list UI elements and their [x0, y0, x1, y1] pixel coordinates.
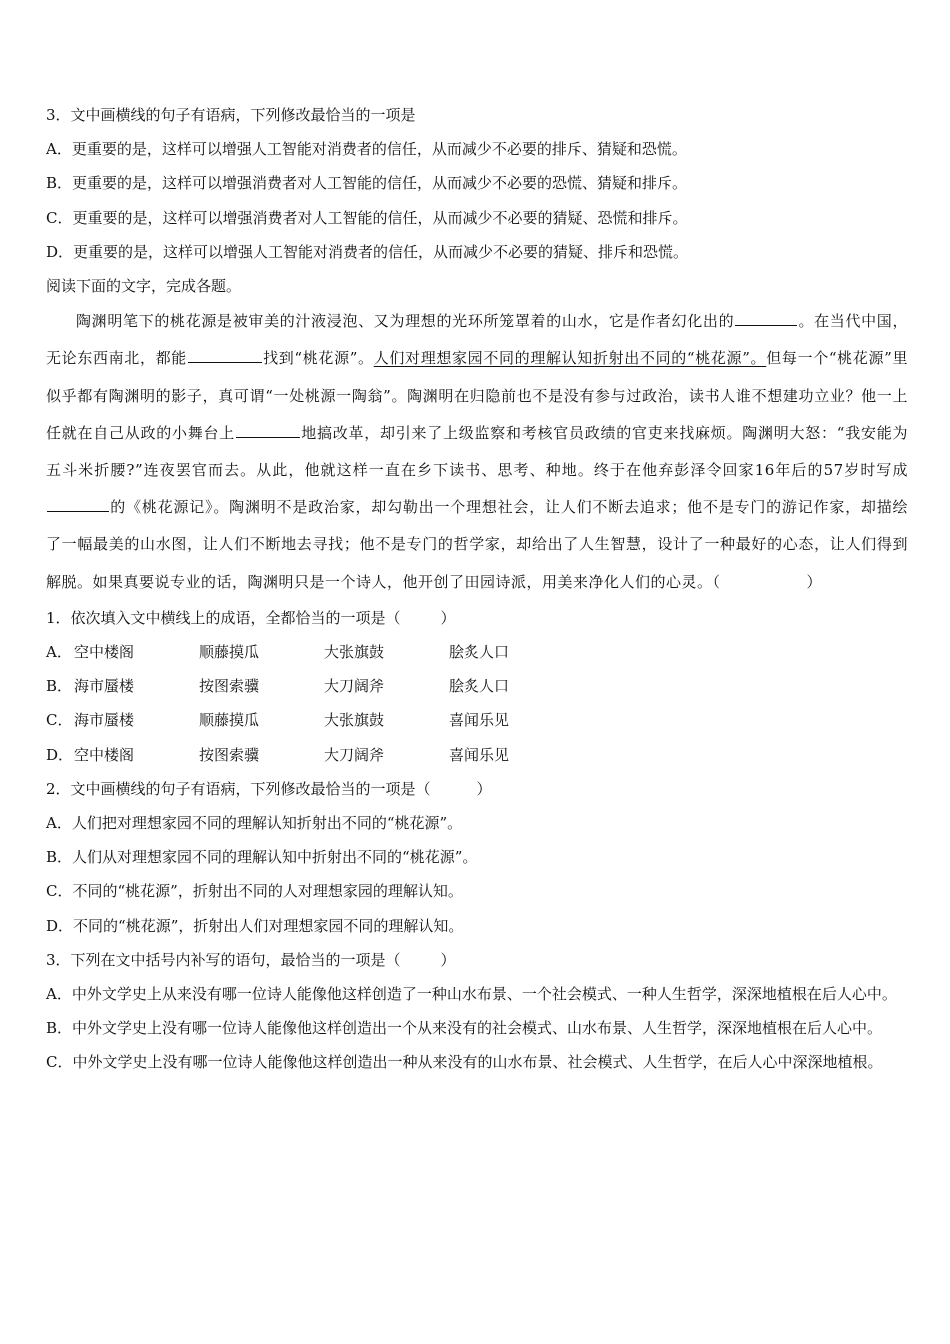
passage-text-6: 的《桃花源记》。陶渊明不是政治家，却勾勒出一个理想社会，让人们不断去追求；他不是专门的游记作家，却描绘了一幅最美的山水图，让人们不断地去寻找；他不是专门的哲学家，却给出了人生智慧，设计了一种最好的心态，让人们得到解脱。如果真要说专业的话，陶渊明只是一个诗人，他开创了田园诗派，用美来净化人们的心灵。（ [46, 498, 908, 591]
q2-option-d: D．不同的“桃花源”，折射出人们对理想家园不同的理解认知。 [46, 916, 464, 935]
q1-stem-close: ） [440, 608, 456, 627]
q2-option-c: C．不同的“桃花源”，折射出不同的人对理想家园的理解认知。 [46, 882, 463, 901]
idiom: 空中楼阁 [74, 745, 135, 764]
blank-1 [735, 310, 797, 326]
q3-stem-text: 3．下列在文中括号内补写的语句，最恰当的一项是（ [46, 950, 401, 969]
q3-prev-stem: 3．文中画横线的句子有语病，下列修改最恰当的一项是 [46, 106, 416, 124]
idiom: 大刀阔斧 [324, 745, 385, 764]
q3-prev-option-c: C．更重要的是，这样可以增强消费者对人工智能的信任，从而减少不必要的猜疑、恐慌和排斥。 [46, 208, 688, 227]
q3-option-c: C．中外文学史上没有哪一位诗人能像他这样创造出一种从来没有的山水布景、社会模式、人生哲学，在后人心中深深地植根。 [46, 1053, 883, 1072]
idiom: 大张旗鼓 [324, 711, 385, 730]
passage-text-5: 地搞改革，却引来了上级监察和考核官员政绩的官吏来找麻烦。陶渊明大怒：“我安能为五斗米折腰?”连夜罢官而去。从此，他就这样一直在乡下读书、思考、种地。终于在他弃彭泽令回家16年后的57岁时写成 [46, 423, 908, 480]
idiom: 顺藤摸瓜 [199, 643, 260, 662]
q2-stem-close: ） [476, 779, 492, 798]
passage-text-3: 找到“桃花源”。 [262, 349, 374, 368]
passage-text-7: ） [806, 572, 823, 591]
q3-stem-close: ） [440, 950, 456, 969]
q2-option-a: A．人们把对理想家园不同的理解认知折射出不同的“桃花源”。 [46, 814, 463, 833]
reading-instruction: 阅读下面的文字，完成各题。 [46, 277, 242, 296]
q1-stem-text: 1．依次填入文中横线上的成语，全都恰当的一项是（ [46, 608, 401, 627]
q1-option-a [46, 635, 908, 669]
idiom: 喜闻乐见 [449, 711, 510, 730]
q2-stem-text: 2．文中画横线的句子有语病，下列修改最恰当的一项是（ [46, 779, 431, 798]
passage-text-2: 。在当代中国，无论东西南北，都能 [46, 312, 908, 368]
passage-text-1: 陶渊明笔下的桃花源是被审美的汁液浸泡、又为理想的光环所笼罩着的山水，它是作者幻化出的 [76, 312, 735, 331]
blank-2 [188, 347, 262, 363]
q3-prev-option-d: D．更重要的是，这样可以增强人工智能对消费者的信任，从而减少不必要的猜疑、排斥和恐慌。 [46, 242, 689, 261]
q1-option-c [46, 703, 908, 737]
underlined-sentence: 人们对理想家园不同的理解认知折射出不同的“桃花源”。 [373, 349, 767, 368]
q3-option-b: B．中外文学史上没有哪一位诗人能像他这样创造出一个从来没有的社会模式、山水布景、人生哲学，深深地植根在后人心中。 [46, 1019, 883, 1038]
q1-option-b [46, 669, 908, 703]
q1-option-label: A． [46, 643, 72, 662]
idiom: 喜闻乐见 [449, 745, 510, 764]
reading-passage [46, 303, 908, 601]
q3-option-a: A．中外文学史上从来没有哪一位诗人能像他这样创造了一种山水布景、一个社会模式、一种人生哲学，深深地植根在后人心中。 [46, 985, 897, 1004]
exam-page [46, 98, 908, 1080]
passage-text-4: 但每一个“桃花源”里似乎都有陶渊明的影子，真可谓“一处桃源一陶翁”。陶渊明在归隐前也不是没有参与过政治，读书人谁不想建功立业？他一上任就在自己从政的小舞台上 [46, 349, 908, 442]
idiom: 按图索骥 [199, 677, 260, 696]
blank-4 [47, 496, 109, 512]
q3-prev-option-a: A．更重要的是，这样可以增强人工智能对消费者的信任，从而减少不必要的排斥、猜疑和恐慌。 [46, 140, 687, 159]
blank-3 [236, 422, 300, 438]
idiom: 空中楼阁 [74, 643, 135, 662]
q1-option-label: D． [46, 745, 74, 764]
idiom: 大张旗鼓 [324, 643, 385, 662]
idiom: 按图索骥 [199, 745, 260, 764]
idiom: 脍炙人口 [449, 643, 510, 662]
idiom: 大刀阔斧 [324, 677, 385, 696]
q1-option-d [46, 738, 908, 772]
idiom: 脍炙人口 [449, 677, 510, 696]
idiom: 海市蜃楼 [74, 711, 135, 730]
q1-option-label: C． [46, 711, 73, 730]
q1-option-label: B． [46, 677, 73, 696]
q1-stem [46, 601, 908, 635]
q2-option-b: B．人们从对理想家园不同的理解认知中折射出不同的“桃花源”。 [46, 848, 478, 867]
q3-prev-option-b: B．更重要的是，这样可以增强消费者对人工智能的信任，从而减少不必要的恐慌、猜疑和排斥。 [46, 174, 688, 193]
q2-stem [46, 772, 908, 806]
idiom: 海市蜃楼 [74, 677, 135, 696]
q3-stem [46, 943, 908, 977]
idiom: 顺藤摸瓜 [199, 711, 260, 730]
